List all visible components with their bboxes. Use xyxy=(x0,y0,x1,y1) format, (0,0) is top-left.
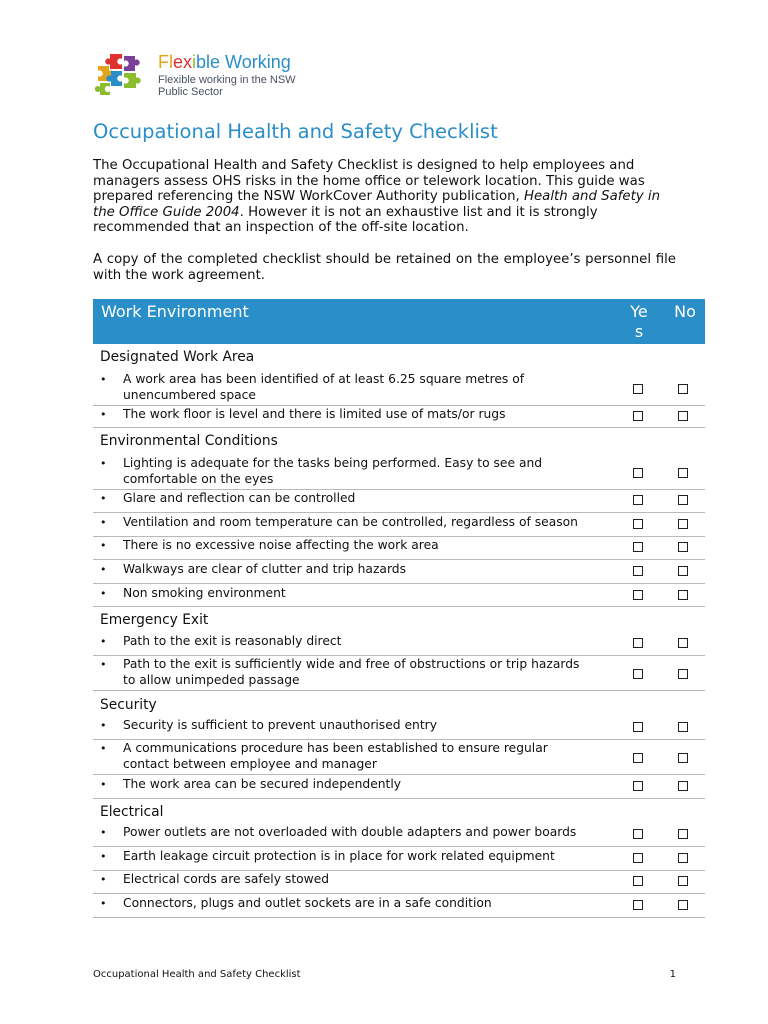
bullet: • xyxy=(100,457,107,470)
checklist-item-text: There is no excessive noise affecting the work area xyxy=(123,538,439,552)
checklist-row xyxy=(93,491,705,507)
row-divider xyxy=(93,559,705,560)
yes-checkbox[interactable] xyxy=(633,590,643,600)
no-checkbox[interactable] xyxy=(678,468,688,478)
bullet: • xyxy=(100,778,107,791)
row-divider xyxy=(93,870,705,871)
yes-checkbox[interactable] xyxy=(633,638,643,648)
puzzle-pieces-icon xyxy=(94,50,158,96)
no-checkbox[interactable] xyxy=(678,411,688,421)
no-checkbox[interactable] xyxy=(678,829,688,839)
checklist-row xyxy=(93,562,705,578)
footer-title: Occupational Health and Safety Checklist xyxy=(93,969,301,980)
checklist-row xyxy=(93,718,705,734)
yes-checkbox[interactable] xyxy=(633,753,643,763)
section-heading: Environmental Conditions xyxy=(100,433,278,449)
row-divider xyxy=(93,405,705,406)
checklist-item-text: Walkways are clear of clutter and trip hazards xyxy=(123,562,406,576)
flexible-working-logo xyxy=(94,44,324,96)
no-checkbox[interactable] xyxy=(678,542,688,552)
checklist-row xyxy=(93,849,705,865)
intro-paragraph: The Occupational Health and Safety Checklist is designed to help employees and managers assess OHS risks in the home office or telework location. This guide was prepared referencing the NSW WorkCover Authority publication, Health and Safety in the Office Guide 2004. However it is not an exhaustive list and it is strongly recommended that an inspection of the off-site location. xyxy=(93,158,661,235)
logo-title: Flexible Working xyxy=(158,52,291,72)
no-checkbox[interactable] xyxy=(678,495,688,505)
yes-checkbox[interactable] xyxy=(633,542,643,552)
bullet: • xyxy=(100,373,107,386)
bullet: • xyxy=(100,587,107,600)
yes-checkbox[interactable] xyxy=(633,411,643,421)
section-heading: Emergency Exit xyxy=(100,612,209,628)
bullet: • xyxy=(100,516,107,529)
checklist-item-text: Path to the exit is sufficiently wide and free of obstructions or trip hazards to allow unimpeded passage xyxy=(123,657,580,687)
yes-checkbox[interactable] xyxy=(633,829,643,839)
no-checkbox[interactable] xyxy=(678,781,688,791)
checklist-item-text: A communications procedure has been established to ensure regular contact between employee and manager xyxy=(123,741,548,771)
row-divider xyxy=(93,798,705,799)
checklist-item-text: Ventilation and room temperature can be controlled, regardless of season xyxy=(123,515,578,529)
yes-checkbox[interactable] xyxy=(633,495,643,505)
row-divider xyxy=(93,774,705,775)
section-heading: Electrical xyxy=(100,804,164,820)
bullet: • xyxy=(100,658,107,671)
yes-column-header: Ye s xyxy=(630,302,648,341)
bullet: • xyxy=(100,742,107,755)
checklist-item-text: Path to the exit is reasonably direct xyxy=(123,634,342,648)
checklist-item-text: Glare and reflection can be controlled xyxy=(123,491,356,505)
checklist-row xyxy=(93,515,705,531)
no-checkbox[interactable] xyxy=(678,519,688,529)
no-checkbox[interactable] xyxy=(678,384,688,394)
no-column-header: No xyxy=(674,302,696,321)
retention-paragraph: A copy of the completed checklist should be retained on the employee’s personnel file with the work agreement. xyxy=(93,252,676,283)
checklist-row xyxy=(93,407,705,423)
yes-checkbox[interactable] xyxy=(633,468,643,478)
checklist-item-text: A work area has been identified of at least 6.25 square metres of unencumbered space xyxy=(123,372,525,402)
bullet: • xyxy=(100,897,107,910)
no-checkbox[interactable] xyxy=(678,900,688,910)
page-title: Occupational Health and Safety Checklist xyxy=(93,120,498,143)
row-divider xyxy=(93,583,705,584)
row-divider xyxy=(93,893,705,894)
section-heading: Security xyxy=(100,697,157,713)
table-header-title: Work Environment xyxy=(101,302,249,321)
bullet: • xyxy=(100,408,107,421)
checklist-row xyxy=(93,372,705,403)
checklist-item-text: Security is sufficient to prevent unauthorised entry xyxy=(123,718,437,732)
checklist-row xyxy=(93,456,705,487)
checklist-item-text: Power outlets are not overloaded with double adapters and power boards xyxy=(123,825,577,839)
no-checkbox[interactable] xyxy=(678,853,688,863)
row-divider xyxy=(93,536,705,537)
checklist-row xyxy=(93,538,705,554)
yes-checkbox[interactable] xyxy=(633,566,643,576)
bullet: • xyxy=(100,563,107,576)
row-divider xyxy=(93,427,705,428)
checklist-item-text: Connectors, plugs and outlet sockets are in a safe condition xyxy=(123,896,492,910)
yes-checkbox[interactable] xyxy=(633,669,643,679)
bullet: • xyxy=(100,635,107,648)
row-divider xyxy=(93,489,705,490)
no-checkbox[interactable] xyxy=(678,669,688,679)
yes-checkbox[interactable] xyxy=(633,876,643,886)
yes-checkbox[interactable] xyxy=(633,384,643,394)
section-heading: Designated Work Area xyxy=(100,349,255,365)
checklist-item-text: Earth leakage circuit protection is in place for work related equipment xyxy=(123,849,555,863)
bullet: • xyxy=(100,492,107,505)
checklist-item-text: Non smoking environment xyxy=(123,586,286,600)
no-checkbox[interactable] xyxy=(678,566,688,576)
logo-subtitle: Flexible working in the NSW Public Sector xyxy=(158,74,296,98)
row-divider xyxy=(93,917,705,918)
no-checkbox[interactable] xyxy=(678,590,688,600)
checklist-row xyxy=(93,657,705,688)
yes-checkbox[interactable] xyxy=(633,519,643,529)
yes-checkbox[interactable] xyxy=(633,781,643,791)
checklist-item-text: The work floor is level and there is limited use of mats/or rugs xyxy=(123,407,506,421)
row-divider xyxy=(93,606,705,607)
bullet: • xyxy=(100,719,107,732)
row-divider xyxy=(93,739,705,740)
checklist-row xyxy=(93,872,705,888)
no-checkbox[interactable] xyxy=(678,876,688,886)
checklist-row xyxy=(93,896,705,912)
row-divider xyxy=(93,690,705,691)
no-checkbox[interactable] xyxy=(678,638,688,648)
row-divider xyxy=(93,512,705,513)
row-divider xyxy=(93,655,705,656)
page-number: 1 xyxy=(669,969,676,980)
page-footer xyxy=(93,969,683,980)
bullet: • xyxy=(100,826,107,839)
bullet: • xyxy=(100,850,107,863)
yes-checkbox[interactable] xyxy=(633,900,643,910)
checklist-item-text: Lighting is adequate for the tasks being performed. Easy to see and comfortable on the eyes xyxy=(123,456,543,486)
checklist-row xyxy=(93,825,705,841)
checklist-row xyxy=(93,634,705,650)
checklist-row xyxy=(93,741,705,772)
checklist-row xyxy=(93,586,705,602)
checklist-item-text: The work area can be secured independently xyxy=(123,777,402,791)
bullet: • xyxy=(100,539,107,552)
no-checkbox[interactable] xyxy=(678,722,688,732)
no-checkbox[interactable] xyxy=(678,753,688,763)
checklist-row xyxy=(93,777,705,793)
row-divider xyxy=(93,846,705,847)
yes-checkbox[interactable] xyxy=(633,853,643,863)
bullet: • xyxy=(100,873,107,886)
table-header xyxy=(93,299,705,344)
checklist-item-text: Electrical cords are safely stowed xyxy=(123,872,330,886)
yes-checkbox[interactable] xyxy=(633,722,643,732)
